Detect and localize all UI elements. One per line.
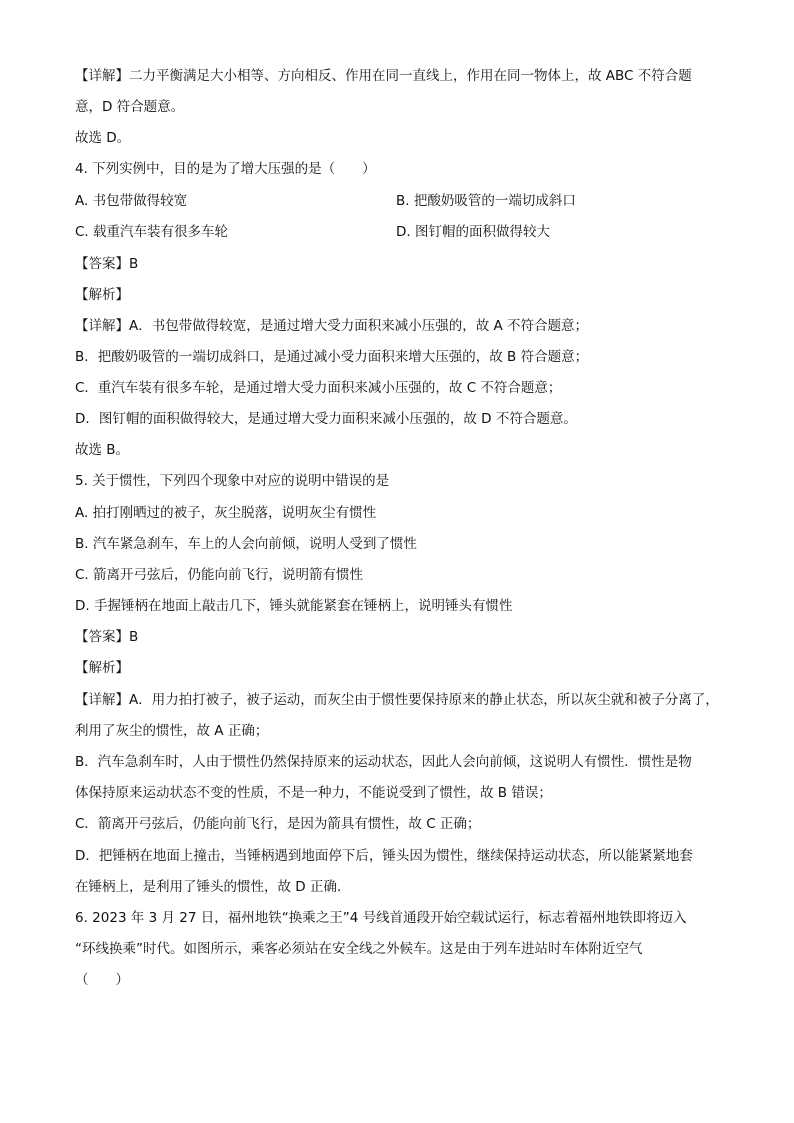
q4-analysis-heading: 【解析】 bbox=[75, 287, 129, 303]
q4-detail-a: 【详解】A．书包带做得较宽，是通过增大受力面积来减小压强的，故 A 不符合题意； bbox=[75, 318, 589, 334]
q5-option-d: D. 手握锤柄在地面上敲击几下，锤头就能紧套在锤柄上，说明锤头有惯性 bbox=[75, 598, 513, 614]
q6-stem-line-1: 6. 2023 年 3 月 27 日，福州地铁“换乘之王”4 号线首通段开始空载试运行，标志着福州地铁即将迈入 bbox=[75, 910, 687, 926]
q5-detail-d-line-1: D．把锤柄在地面上撞击，当锤柄遇到地面停下后，锤头因为惯性，继续保持运动状态，所以能紧紧地套 bbox=[75, 848, 693, 864]
q4-option-a: A. 书包带做得较宽 bbox=[75, 193, 188, 209]
q4-detail-c: C．重汽车装有很多车轮，是通过增大受力面积来减小压强的，故 C 不符合题意； bbox=[75, 380, 562, 396]
q4-detail-b: B．把酸奶吸管的一端切成斜口，是通过减小受力面积来增大压强的，故 B 符合题意； bbox=[75, 349, 589, 365]
q5-detail-b-line-1: B．汽车急刹车时，人由于惯性仍然保持原来的运动状态，因此人会向前倾，这说明人有惯性．惯性是物 bbox=[75, 754, 692, 770]
q6-stem-line-2: “环线换乘”时代。如图所示，乘客必须站在安全线之外候车。这是由于列车进站时车体附近空气 bbox=[75, 941, 643, 957]
q4-conclusion: 故选 B。 bbox=[75, 442, 130, 458]
q4-detail-d: D．图钉帽的面积做得较大，是通过增大受力面积来减小压强的，故 D 不符合题意。 bbox=[75, 411, 577, 427]
q4-answer: 【答案】B bbox=[75, 256, 139, 272]
q3-conclusion: 故选 D。 bbox=[75, 130, 131, 146]
q6-stem-line-3: （ ） bbox=[75, 972, 129, 988]
q5-option-b: B. 汽车紧急刹车，车上的人会向前倾，说明人受到了惯性 bbox=[75, 536, 417, 552]
q5-detail-a-line-2: 利用了灰尘的惯性，故 A 正确； bbox=[75, 723, 269, 739]
q4-option-d: D. 图钉帽的面积做得较大 bbox=[396, 224, 550, 240]
q5-detail-b-line-2: 体保持原来运动状态不变的性质，不是一种力，不能说受到了惯性，故 B 错误； bbox=[75, 785, 552, 801]
q5-answer: 【答案】B bbox=[75, 629, 139, 645]
q5-analysis-heading: 【解析】 bbox=[75, 660, 129, 676]
q5-detail-d-line-2: 在锤柄上，是利用了锤头的惯性，故 D 正确． bbox=[75, 879, 351, 895]
q5-detail-a-line-1: 【详解】A．用力拍打被子，被子运动，而灰尘由于惯性要保持原来的静止状态，所以灰尘就和被子分离了， bbox=[75, 692, 719, 708]
q3-detail-line-1: 【详解】二力平衡满足大小相等、方向相反、作用在同一直线上，作用在同一物体上，故 ABC 不符合题 bbox=[75, 68, 692, 84]
q4-option-b: B. 把酸奶吸管的一端切成斜口 bbox=[396, 193, 576, 209]
q4-stem: 4. 下列实例中，目的是为了增大压强的是（ ） bbox=[75, 161, 376, 177]
q5-detail-c: C．箭离开弓弦后，仍能向前飞行，是因为箭具有惯性，故 C 正确； bbox=[75, 816, 481, 832]
q3-detail-line-2: 意，D 符合题意。 bbox=[75, 99, 185, 115]
q5-stem: 5. 关于惯性，下列四个现象中对应的说明中错误的是 bbox=[75, 473, 390, 489]
q5-option-c: C. 箭离开弓弦后，仍能向前飞行，说明箭有惯性 bbox=[75, 567, 364, 583]
q4-option-c: C. 载重汽车装有很多车轮 bbox=[75, 224, 229, 240]
q5-option-a: A. 拍打刚晒过的被子，灰尘脱落，说明灰尘有惯性 bbox=[75, 505, 377, 521]
